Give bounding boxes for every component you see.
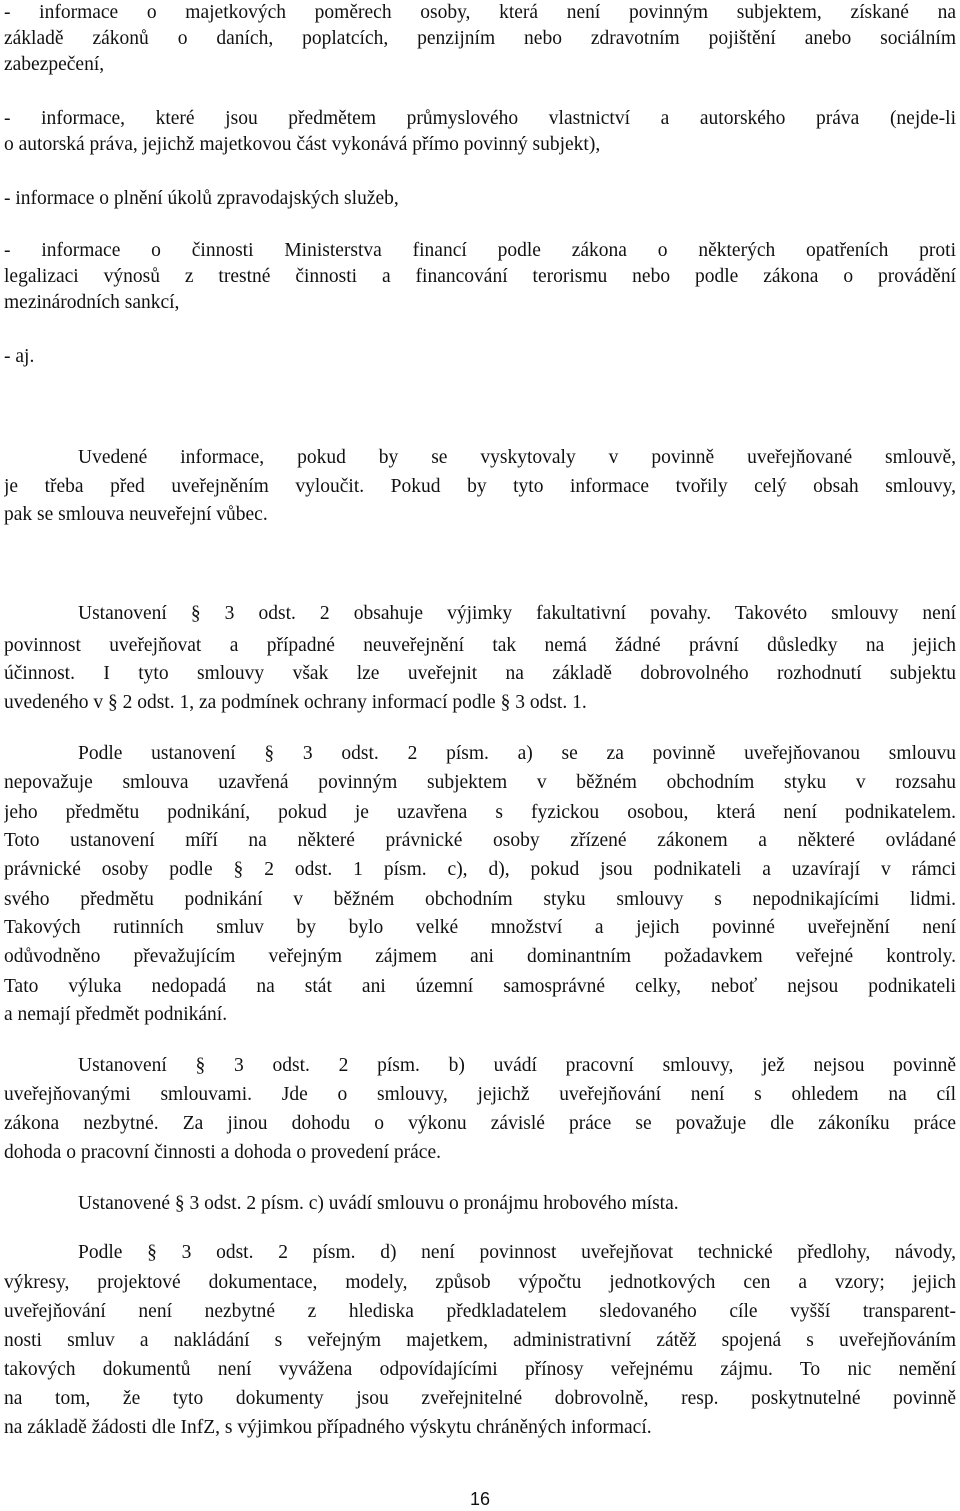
text-line: zákona nezbytné. Za jinou dohodu o výkonu závislé práce se považuje dle zákoníku práce bbox=[4, 1113, 956, 1134]
text-line: Podle § 3 odst. 2 písm. d) není povinnost uveřejňovat technické předlohy, návody, bbox=[78, 1242, 956, 1263]
text-line: a nemají předmět podnikání. bbox=[4, 1004, 228, 1025]
text-line: jeho předmětu podnikání, pokud je uzavřena s fyzickou osobou, která není podnikatelem. bbox=[4, 802, 956, 823]
text-line: svého předmětu podnikání v běžném obchodním styku smlouvy s nepodnikajícími lidmi. bbox=[4, 889, 956, 910]
text-line: základě zákonů o daních, poplatcích, penzijním nebo zdravotním pojištění anebo sociálním bbox=[4, 28, 956, 49]
text-line: výkresy, projektové dokumentace, modely, způsob výpočtu jednotkových cen a vzory; jejich bbox=[4, 1272, 956, 1293]
text-line: Uvedené informace, pokud by se vyskytovaly v povinně uveřejňované smlouvě, bbox=[78, 447, 956, 468]
text-line: - informace, které jsou předmětem průmyslového vlastnictví a autorského práva (nejde-li bbox=[4, 108, 956, 129]
text-line: účinnost. I tyto smlouvy však lze uveřejnit na základě dobrovolného rozhodnutí subjektu bbox=[4, 663, 956, 684]
text-line: zabezpečení, bbox=[4, 54, 105, 75]
text-line: na tom, že tyto dokumenty jsou zveřejnitelné dobrovolně, resp. poskytnutelné povinně bbox=[4, 1388, 956, 1409]
text-line: mezinárodních sankcí, bbox=[4, 292, 180, 313]
text-line: povinnost uveřejňovat a případné neuveřejnění tak nemá žádné právní důsledky na jejich bbox=[4, 635, 956, 656]
text-line: Takových rutinních smluv by bylo velké množství a jejich povinné uveřejnění není bbox=[4, 917, 956, 938]
text-line: takových dokumentů není vyvážena odpovídajícími přínosy veřejnému zájmu. To nic nemění bbox=[4, 1359, 956, 1380]
text-line: Toto ustanovení míří na některé právnické osoby zřízené zákonem a některé ovládané bbox=[4, 830, 956, 851]
text-line: Ustanovení § 3 odst. 2 písm. b) uvádí pracovní smlouvy, jež nejsou povinně bbox=[78, 1055, 956, 1076]
text-line: pak se smlouva neuveřejní vůbec. bbox=[4, 504, 268, 525]
text-line: legalizaci výnosů z trestné činnosti a financování terorismu nebo podle zákona o provádění bbox=[4, 266, 956, 287]
text-line: uveřejňování není nezbytné z hlediska předkladatelem sledovaného cíle vyšší transparent- bbox=[4, 1301, 956, 1322]
text-line: - informace o činnosti Ministerstva financí podle zákona o některých opatřeních proti bbox=[4, 240, 956, 261]
text-line: nepovažuje smlouva uzavřená povinným subjektem v běžném obchodním styku v rozsahu bbox=[4, 772, 956, 793]
text-line: uveřejňovanými smlouvami. Jde o smlouvy, jejichž uveřejňování není s ohledem na cíl bbox=[4, 1084, 956, 1105]
text-line: Ustanovení § 3 odst. 2 obsahuje výjimky fakultativní povahy. Takovéto smlouvy není bbox=[78, 603, 956, 624]
text-line: na základě žádosti dle InfZ, s výjimkou případného výskytu chráněných informací. bbox=[4, 1417, 652, 1438]
text-line: právnické osoby podle § 2 odst. 1 písm. c), d), pokud jsou podnikateli a uzavírají v rámci bbox=[4, 859, 956, 880]
text-line: Ustanovené § 3 odst. 2 písm. c) uvádí smlouvu o pronájmu hrobového místa. bbox=[78, 1193, 679, 1214]
text-line: o autorská práva, jejichž majetkovou část vykonává přímo povinný subjekt), bbox=[4, 134, 601, 155]
text-line: je třeba před uveřejněním vyloučit. Pokud by tyto informace tvořily celý obsah smlouvy, bbox=[4, 476, 956, 497]
text-line: Podle ustanovení § 3 odst. 2 písm. a) se za povinně uveřejňovanou smlouvu bbox=[78, 743, 956, 764]
text-line: - informace o majetkových poměrech osoby, která není povinným subjektem, získané na bbox=[4, 2, 956, 23]
text-line: dohoda o pracovní činnosti a dohoda o provedení práce. bbox=[4, 1142, 441, 1163]
text-line: - informace o plnění úkolů zpravodajských služeb, bbox=[4, 188, 399, 209]
text-line: uvedeného v § 2 odst. 1, za podmínek ochrany informací podle § 3 odst. 1. bbox=[4, 692, 587, 713]
text-line: nosti smluv a nakládání s veřejným majetkem, administrativní zátěž spojená s uveřejňováním bbox=[4, 1330, 956, 1351]
text-line: odůvodněno převažujícím veřejným zájmem ani dominantním požadavkem veřejné kontroly. bbox=[4, 946, 956, 967]
page-number: 16 bbox=[469, 1489, 491, 1509]
text-line: Tato výluka nedopadá na stát ani územní samosprávné celky, neboť nejsou podnikateli bbox=[4, 976, 956, 997]
text-line: - aj. bbox=[4, 346, 35, 367]
